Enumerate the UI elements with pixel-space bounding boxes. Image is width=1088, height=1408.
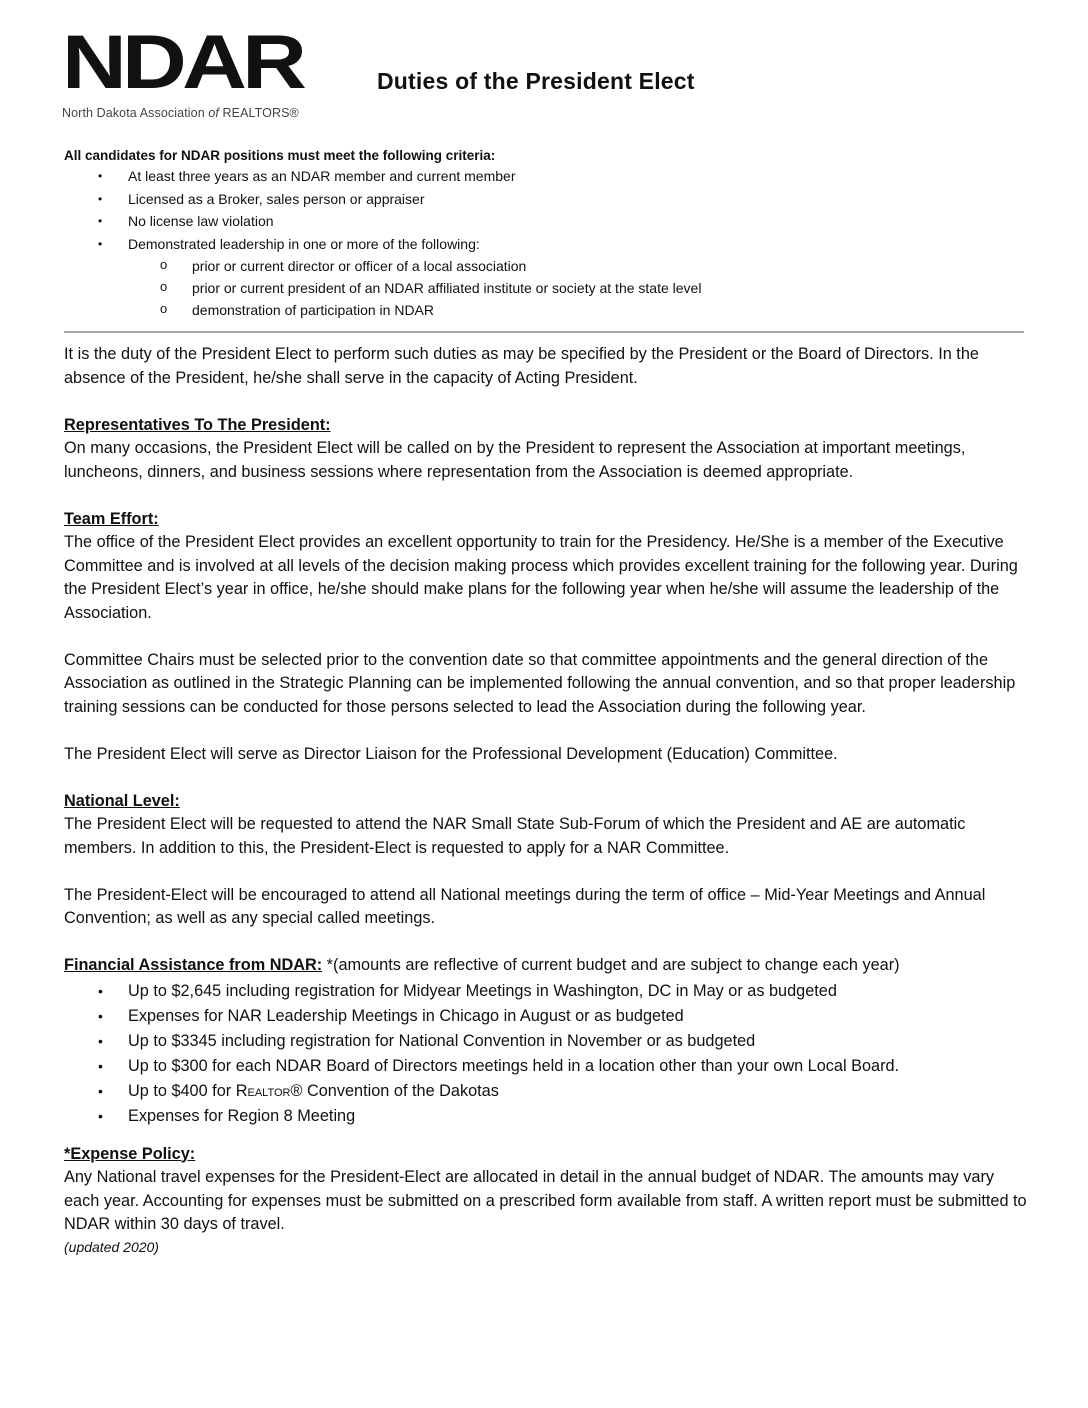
intro-paragraph: It is the duty of the President Elect to perform such duties as may be specified by the President or the Board of Directors. In the absence of the President, he/she shall serve in the capacity of Acting President. — [64, 345, 979, 387]
bullet-icon: • — [98, 169, 103, 183]
list-item: • Demonstrated leadership in one or more of the following: — [64, 233, 1024, 256]
financial-heading-line — [64, 954, 1029, 978]
section-heading-national-level: National Level: — [64, 791, 180, 810]
paragraph: Any National travel expenses for the President-Elect are allocated in detail in the annual budget of NDAR. The amounts may vary each year. Accounting for expenses must be submitted on a prescribed form available from staff. A written report must be submitted to NDAR within 30 days of travel. — [64, 1168, 1027, 1233]
list-item: • Up to $300 for each NDAR Board of Directors meetings held in a location other than your own Local Board. — [64, 1054, 1029, 1079]
document-title: Duties of the President Elect — [377, 68, 695, 94]
paragraph: Committee Chairs must be selected prior to the convention date so that committee appointments and the general direction of the Association as outlined in the Strategic Planning can be implemented following the annual convention, and so that proper leadership training sessions can be conducted for those persons selected to lead the Association during the following year. — [64, 650, 1016, 716]
paragraph: On many occasions, the President Elect will be called on by the President to represent the Association at important meetings, luncheons, dinners, and business sessions where representation from the Association is deemed appropriate. — [64, 439, 966, 481]
circle-bullet-icon: o — [160, 301, 168, 316]
criteria-list — [64, 165, 1024, 255]
bullet-icon: • — [98, 1107, 103, 1124]
paragraph: The President-Elect will be encouraged to attend all National meetings during the term of office – Mid-Year Meetings and Annual Convention; as well as any special called meetings. — [64, 885, 986, 927]
list-item: • Up to $2,645 including registration for Midyear Meetings in Washington, DC in May or as budgeted — [64, 979, 1029, 1004]
bullet-icon: • — [98, 214, 103, 228]
bullet-icon: • — [98, 1082, 103, 1099]
list-item: • Up to $400 for Realtor® Convention of the Dakotas — [64, 1079, 1029, 1104]
list-item: • Expenses for Region 8 Meeting — [64, 1104, 1029, 1129]
divider — [64, 331, 1024, 333]
criteria-section — [64, 148, 1024, 321]
section-heading-team-effort: Team Effort: — [64, 509, 159, 528]
ndar-logo — [62, 20, 324, 120]
criteria-heading: All candidates for NDAR positions must meet the following criteria: — [64, 148, 496, 163]
document-body — [64, 343, 1029, 1257]
logo-tagline: North Dakota Association of REALTORS® — [62, 106, 299, 120]
bullet-icon: • — [98, 191, 103, 206]
section-heading-expense-policy: *Expense Policy: — [64, 1144, 196, 1163]
list-item: o prior or current director or officer of a local association — [64, 255, 1024, 277]
bullet-icon: • — [98, 982, 103, 999]
circle-bullet-icon: o — [160, 257, 168, 272]
list-item: • No license law violation — [64, 210, 1024, 233]
paragraph: The President Elect will serve as Director Liaison for the Professional Development (Education) Committee. — [64, 744, 838, 763]
circle-bullet-icon: o — [160, 279, 168, 294]
financial-list — [64, 979, 1029, 1129]
logo-wordmark: NDAR — [62, 20, 303, 105]
bullet-icon: • — [98, 1032, 103, 1049]
list-item: • At least three years as an NDAR member and current member — [64, 165, 1024, 188]
updated-note: (updated 2020) — [64, 1238, 159, 1255]
section-heading-representatives: Representatives To The President: — [64, 415, 331, 434]
bullet-icon: • — [98, 1057, 103, 1074]
section-heading-financial: Financial Assistance from NDAR: — [64, 956, 323, 974]
paragraph: The office of the President Elect provides an excellent opportunity to train for the Presidency. He/She is a member of the Executive Committee and is involved at all levels of the decision making process which provides excellent training for the following year. During the President Elect’s year in office, he/she should make plans for the following year when he/she will assume the leadership of the Association. — [64, 533, 1018, 622]
bullet-icon: • — [98, 1007, 103, 1024]
paragraph: The President Elect will be requested to attend the NAR Small State Sub-Forum of which the President and AE are automatic members. In addition to this, the President-Elect is requested to apply for a NAR Committee. — [64, 815, 966, 857]
list-item: o demonstration of participation in NDAR — [64, 299, 1024, 321]
list-item: • Up to $3345 including registration for National Convention in November or as budgeted — [64, 1029, 1029, 1054]
list-item: • Expenses for NAR Leadership Meetings in Chicago in August or as budgeted — [64, 1004, 1029, 1029]
list-item: o prior or current president of an NDAR affiliated institute or society at the state level — [64, 277, 1024, 299]
financial-note: *(amounts are reflective of current budget and are subject to change each year) — [322, 956, 900, 974]
list-item: • Licensed as a Broker, sales person or appraiser — [64, 188, 1024, 211]
bullet-icon: • — [98, 236, 103, 251]
criteria-sub-list — [64, 255, 1024, 321]
